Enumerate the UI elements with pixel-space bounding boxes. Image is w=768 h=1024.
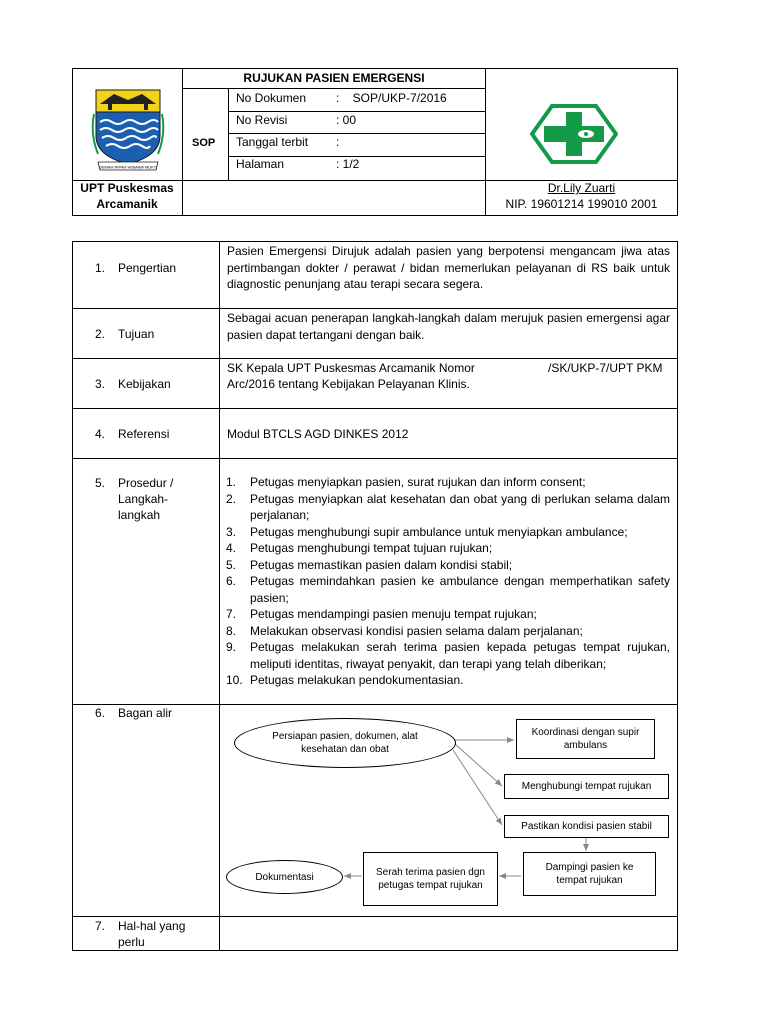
doc-field-label: No Dokumen <box>236 91 307 105</box>
section-text-tujuan: Sebagai acuan penerapan langkah-langkah dalam merujuk pasien emergensi agar pasien dapat tertangani dengan baik. <box>227 311 670 342</box>
doc-field-value: : SOP/UKP-7/2016 <box>336 91 447 105</box>
section-number: 2. <box>95 327 106 341</box>
flow-arrow <box>453 750 502 825</box>
logo-motto: GEMAH RIPAH WIBAWA MUKTI <box>98 164 158 170</box>
section-text-referensi: Modul BTCLS AGD DINKES 2012 <box>227 427 409 441</box>
flow-koordinasi-box: Koordinasi dengan supir ambulans <box>516 719 655 759</box>
doc-field-value: : 00 <box>336 113 357 127</box>
section-text-kebijakan: /SK/UKP-7/UPT PKM <box>548 361 663 375</box>
signatory-nip: NIP. 19601214 199010 2001 <box>505 197 658 211</box>
section-number: 1. <box>95 261 106 275</box>
section-label: langkah <box>118 508 161 522</box>
flow-dampingi-box: Dampingi pasien ke tempat rujukan <box>523 852 656 896</box>
list-item: 4. Petugas menghubungi tempat tujuan rujukan; <box>226 541 493 555</box>
section-label: Tujuan <box>118 327 155 341</box>
flow-pastikan-box: Pastikan kondisi pasien stabil <box>504 815 669 838</box>
org-name: UPT Puskesmas Arcamanik <box>80 181 174 211</box>
section-number: 3. <box>95 377 106 391</box>
section-number: 5. <box>95 476 106 490</box>
section-number: 7. <box>95 919 106 933</box>
section-label: Referensi <box>118 427 170 441</box>
list-item: 10. Petugas melakukan pendokumentasian. <box>226 673 464 687</box>
section-label: Hal-hal yang <box>118 919 186 933</box>
list-item: 5. Petugas memastikan pasien dalam kondisi stabil; <box>226 557 513 572</box>
section-text-pengertian: Pasien Emergensi Dirujuk adalah pasien yang berpotensi mengancam jiwa atas pertimbangan dokter / perawat / bidan memerlukan pelayanan di RS baik untuk diagnostic penunjang atau terapi secara segera. <box>227 244 670 291</box>
list-item: 1. Petugas menyiapkan pasien, surat rujukan dan inform consent; <box>226 475 586 489</box>
section-label: perlu <box>118 935 145 949</box>
doc-field-value: : <box>336 135 340 149</box>
sop-label: SOP <box>192 137 216 149</box>
list-item: 6. Petugas memindahkan pasien ke ambulance dengan memperhatikan safety pasien; <box>226 574 670 605</box>
section-label: Kebijakan <box>118 377 171 391</box>
flow-serah-box: Serah terima pasien dgn petugas tempat rujukan <box>363 852 498 906</box>
flow-arrow <box>455 744 502 786</box>
section-label: Langkah- <box>118 492 169 506</box>
list-item: 3. Petugas menghubungi supir ambulance untuk menyiapkan ambulance; <box>226 524 628 539</box>
flow-start-ellipse: Persiapan pasien, dokumen, alat kesehatan dan obat <box>234 718 456 768</box>
section-label: Prosedur / <box>118 476 174 490</box>
doc-field-value: : 1/2 <box>336 157 360 171</box>
doc-field-label: Tanggal terbit <box>236 135 309 149</box>
section-text-kebijakan: SK Kepala UPT Puskesmas Arcamanik Nomor <box>227 361 475 375</box>
doc-field-label: Halaman <box>236 157 285 171</box>
section-label: Pengertian <box>118 261 177 275</box>
section-number: 4. <box>95 427 106 441</box>
flow-hubungi-box: Menghubungi tempat rujukan <box>504 774 669 799</box>
signatory-name: Dr.Lily Zuarti <box>547 181 616 195</box>
section-number: 6. <box>95 706 106 720</box>
section-label: Bagan alir <box>118 706 173 720</box>
list-item: 9. Petugas melakukan serah terima pasien kepada petugas tempat rujukan, meliputi identitas, riwayat penyakit, dan terapi yang telah diberikan; <box>226 640 670 671</box>
list-item: 7. Petugas mendampingi pasien menuju tempat rujukan; <box>226 607 537 621</box>
flow-dokumentasi-ellipse: Dokumentasi <box>226 860 343 894</box>
list-item: 2. Petugas menyiapkan alat kesehatan dan obat yang di perlukan selama dalam perjalanan; <box>226 491 670 522</box>
list-item: 8. Melakukan observasi kondisi pasien selama dalam perjalanan; <box>226 623 583 638</box>
section-text-kebijakan: Arc/2016 tentang Kebijakan Pelayanan Klinis. <box>227 377 470 391</box>
doc-field-label: No Revisi <box>236 113 288 127</box>
page-title: RUJUKAN PASIEN EMERGENSI <box>243 71 425 85</box>
